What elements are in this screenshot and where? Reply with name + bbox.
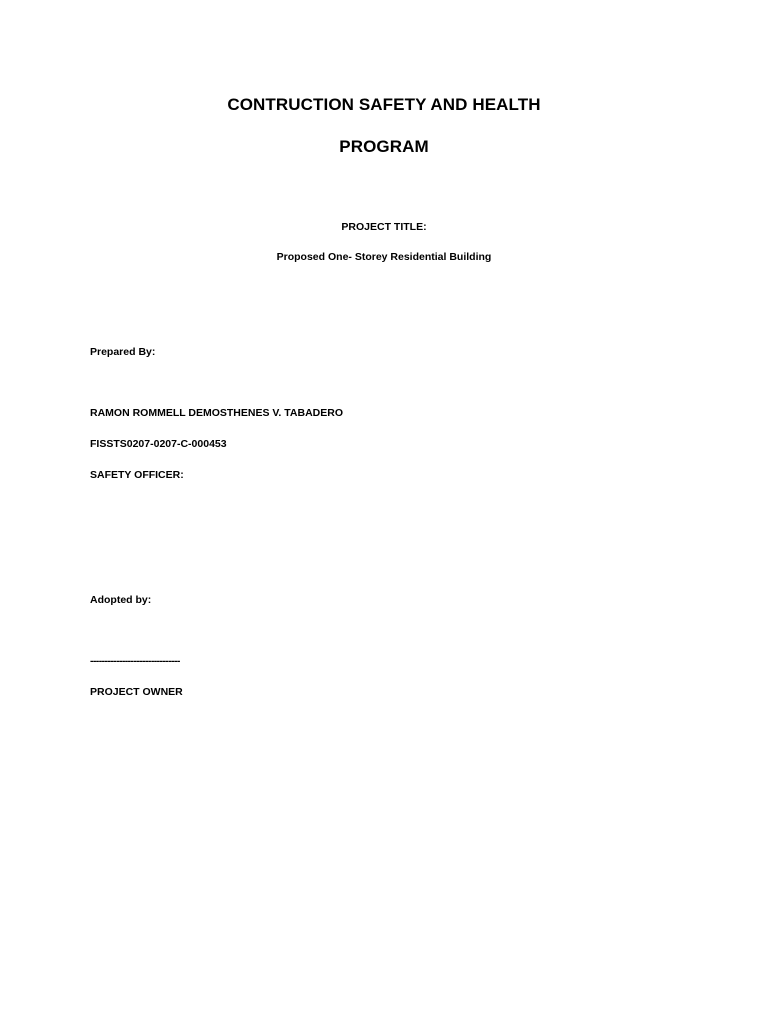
document-title-line-1: CONTRUCTION SAFETY AND HEALTH xyxy=(227,95,541,114)
signature-line: ------------------------------- xyxy=(90,655,180,667)
preparer-id: FISSTS0207-0207-C-000453 xyxy=(90,438,227,450)
adopted-by-label: Adopted by: xyxy=(90,594,152,606)
project-title-label: PROJECT TITLE: xyxy=(341,221,427,233)
prepared-by-label: Prepared By: xyxy=(90,346,156,358)
document-title-line-2: PROGRAM xyxy=(339,137,429,156)
project-title-value: Proposed One- Storey Residential Building xyxy=(276,251,492,263)
project-owner-label: PROJECT OWNER xyxy=(90,686,183,698)
preparer-role: SAFETY OFFICER: xyxy=(90,469,184,481)
preparer-name: RAMON ROMMELL DEMOSTHENES V. TABADERO xyxy=(90,407,343,419)
